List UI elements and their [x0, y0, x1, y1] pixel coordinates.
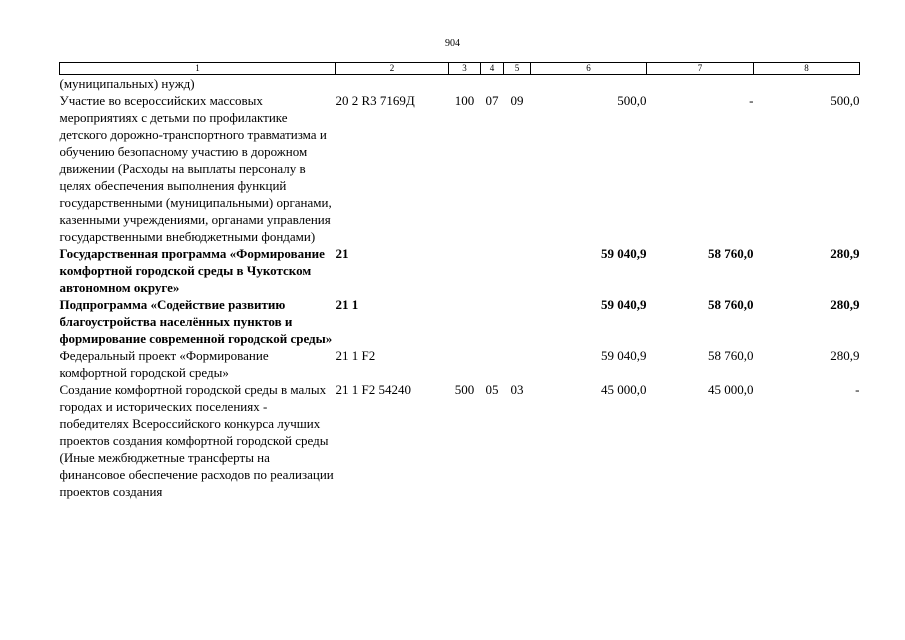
row-code: 21 1 — [335, 297, 359, 312]
row-col3 — [449, 75, 481, 93]
column-header-7: 7 — [647, 63, 754, 75]
row-name: Создание комфортной городской среды в малых городах и исторических поселениях - победителях Всероссийского конкурса лучших проектов создания комфортной городской среды (Иные межбюджетные трансферты на финансовое обеспечение расходов по реализации проектов создания — [59, 382, 334, 499]
row-code: 21 1 F2 54240 — [335, 382, 411, 397]
row-col6: 500,0 — [617, 93, 647, 108]
row-col6 — [531, 75, 647, 93]
row-col4: 05 — [485, 382, 499, 397]
row-code: 21 — [335, 246, 349, 261]
row-name: Участие во всероссийских массовых мероприятиях с детьми по профилактике детского дорожно-транспортного травматизма и обучению безопасному участию в дорожном движении (Расходы на выплаты персоналу в целях обеспечения выполнения функций государственными (муниципальными) органами, казенными учреждениями, органами управления государственными внебюджетными фондами) — [59, 93, 332, 244]
column-header-4: 4 — [481, 63, 504, 75]
row-col5 — [504, 347, 531, 381]
row-col5 — [504, 245, 531, 296]
row-code — [336, 75, 449, 93]
row-col6: 45 000,0 — [601, 382, 647, 397]
row-col6: 59 040,9 — [601, 348, 647, 363]
row-col8 — [754, 75, 860, 93]
row-name: Подпрограмма «Содействие развитию благоустройства населённых пунктов и формирование современной городской среды» — [59, 297, 333, 346]
row-col3 — [449, 245, 481, 296]
row-col5: 09 — [510, 93, 524, 108]
row-col7 — [647, 75, 754, 93]
column-header-3: 3 — [449, 63, 481, 75]
table-row — [60, 92, 860, 245]
row-code: 20 2 R3 7169Д — [335, 93, 415, 108]
table-row — [60, 296, 860, 347]
row-col7: - — [749, 93, 754, 108]
row-col6: 59 040,9 — [601, 246, 647, 261]
row-col3: 100 — [454, 93, 475, 108]
row-col4 — [481, 347, 504, 381]
row-name: Государственная программа «Формирование комфортной городской среды в Чукотском автономном округе» — [59, 246, 325, 295]
row-col4 — [481, 296, 504, 347]
table-row — [60, 381, 860, 500]
table-row — [60, 245, 860, 296]
budget-table — [59, 62, 860, 500]
row-col7: 58 760,0 — [708, 297, 754, 312]
row-col3 — [449, 347, 481, 381]
row-col8: 280,9 — [830, 348, 860, 363]
row-col3: 500 — [454, 382, 475, 397]
row-col8: - — [855, 382, 860, 397]
column-number-row — [60, 63, 860, 75]
row-col7: 58 760,0 — [708, 348, 754, 363]
row-col8: 500,0 — [830, 93, 860, 108]
column-header-1: 1 — [60, 63, 336, 75]
row-code: 21 1 F2 — [335, 348, 376, 363]
row-col4 — [481, 245, 504, 296]
column-header-5: 5 — [504, 63, 531, 75]
row-col5 — [504, 75, 531, 93]
row-col7: 45 000,0 — [708, 382, 754, 397]
table-row — [60, 347, 860, 381]
column-header-2: 2 — [336, 63, 449, 75]
row-name: Федеральный проект «Формирование комфортной городской среды» — [59, 348, 269, 380]
column-header-8: 8 — [754, 63, 860, 75]
table-row — [60, 75, 860, 93]
row-col4 — [481, 75, 504, 93]
row-col7: 58 760,0 — [708, 246, 754, 261]
row-col8: 280,9 — [830, 297, 860, 312]
row-col3 — [449, 296, 481, 347]
page-number: 904 — [445, 38, 460, 49]
row-col5: 03 — [510, 382, 524, 397]
row-col4: 07 — [485, 93, 499, 108]
row-col8: 280,9 — [830, 246, 860, 261]
row-name: (муниципальных) нужд) — [59, 76, 195, 91]
row-col6: 59 040,9 — [601, 297, 647, 312]
row-col5 — [504, 296, 531, 347]
column-header-6: 6 — [531, 63, 647, 75]
